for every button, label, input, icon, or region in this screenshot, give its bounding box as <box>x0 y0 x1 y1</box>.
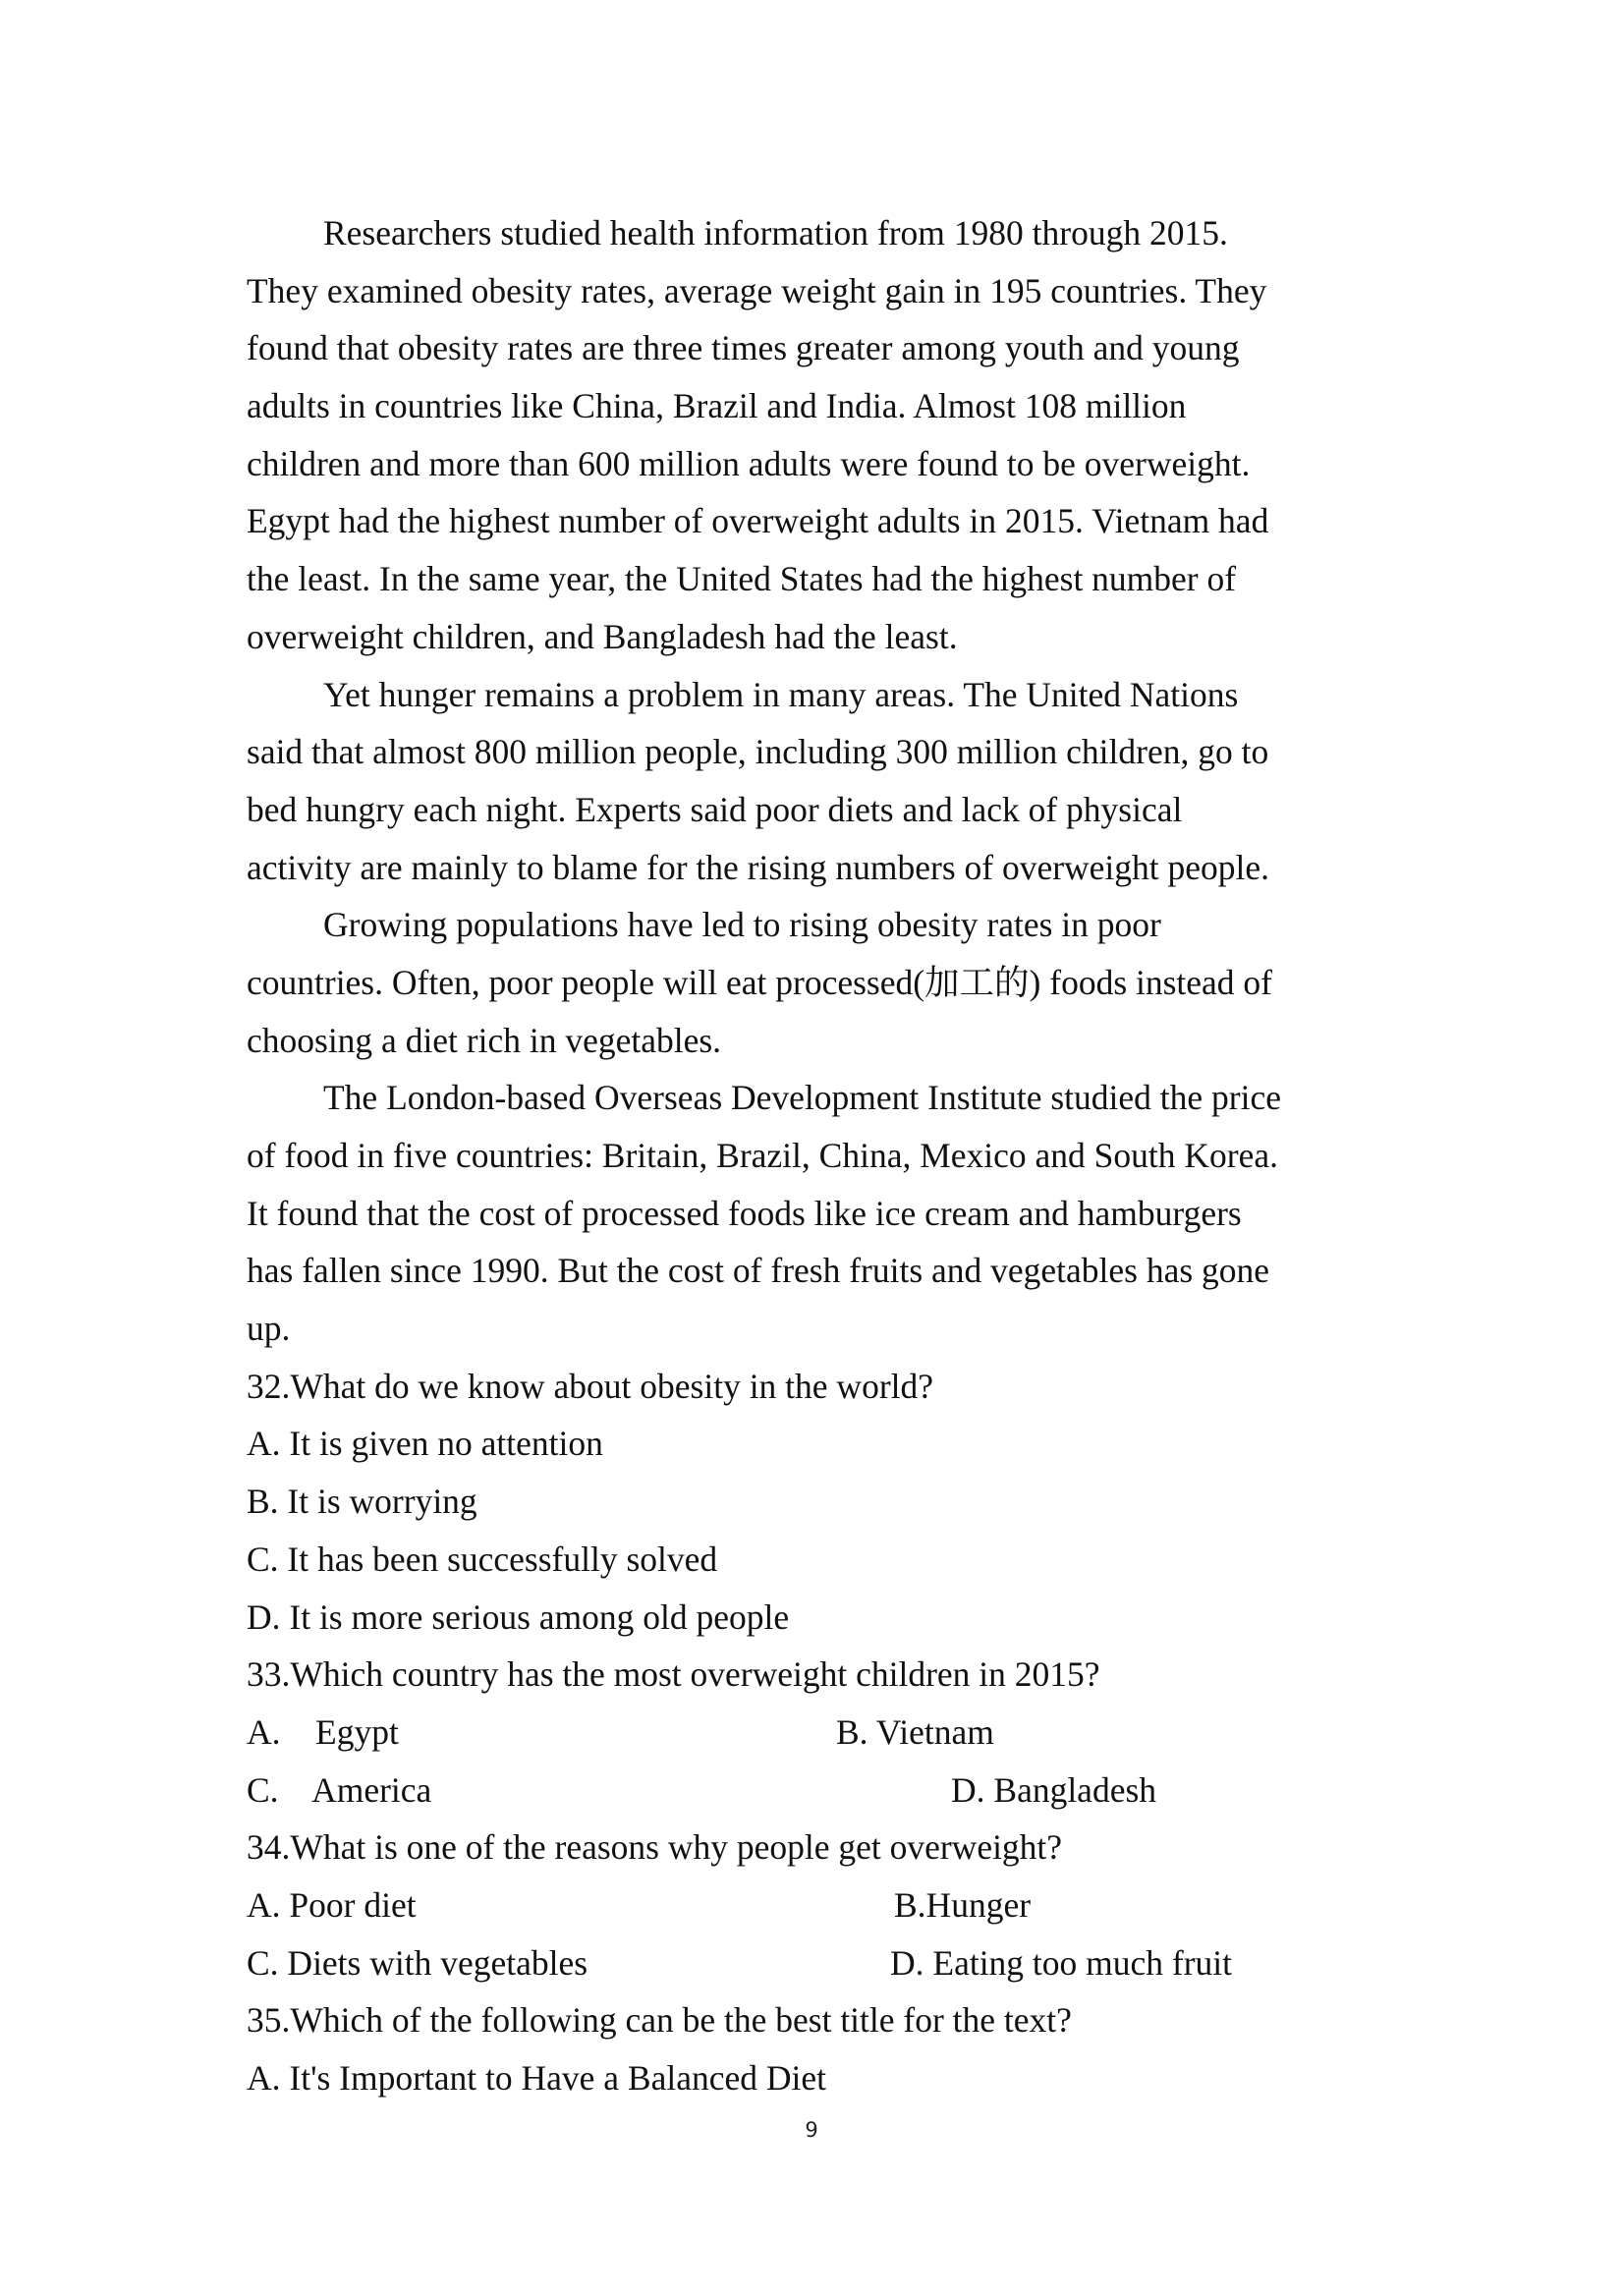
paragraph-line: children and more than 600 million adults were found to be overweight. <box>247 443 1251 483</box>
paragraph-line: found that obesity rates are three times greater among youth and young <box>247 328 1240 368</box>
question-text: 35.Which of the following can be the best title for the text? <box>247 2000 1072 2041</box>
answer-option-d: D. Eating too much fruit <box>890 1942 1233 1983</box>
answer-option-c: C. America <box>247 1769 432 1810</box>
answer-option-b: B. It is worrying <box>247 1482 477 1522</box>
paragraph-line: of food in five countries: Britain, Brazil, China, Mexico and South Korea. <box>247 1136 1278 1175</box>
paragraph-line: has fallen since 1990. But the cost of fresh fruits and vegetables has gone <box>247 1251 1270 1291</box>
question-text: 34.What is one of the reasons why people get overweight? <box>247 1827 1063 1868</box>
answer-option-a: A. Egypt <box>247 1711 399 1752</box>
answer-option-c: C. It has been successfully solved <box>247 1539 718 1579</box>
answer-option-c: C. Diets with vegetables <box>247 1942 588 1983</box>
question-33 <box>247 1646 1386 1819</box>
paragraph-line: countries. Often, poor people will eat processed(加工的) foods instead of <box>247 962 1273 1002</box>
paragraph-line: They examined obesity rates, average weight gain in 195 countries. They <box>247 270 1267 310</box>
paragraph-line: overweight children, and Bangladesh had the least. <box>247 616 958 656</box>
paragraph-line: choosing a diet rich in vegetables. <box>247 1020 722 1060</box>
question-text: 32.What do we know about obesity in the world? <box>247 1366 934 1406</box>
passage-paragraph-4 <box>247 1069 1386 1357</box>
answer-option-b: B.Hunger <box>894 1884 1032 1925</box>
paragraph-line: said that almost 800 million people, including 300 million children, go to <box>247 732 1269 772</box>
question-35 <box>247 1991 1386 2106</box>
paragraph-line: Growing populations have led to rising obesity rates in poor <box>323 905 1161 945</box>
passage-paragraph-2 <box>247 666 1386 897</box>
document-page <box>247 204 1386 2107</box>
paragraph-line: Researchers studied health information from 1980 through 2015. <box>323 213 1228 252</box>
answer-row <box>247 1704 1386 1762</box>
passage-paragraph-3 <box>247 896 1386 1069</box>
paragraph-line: adults in countries like China, Brazil and India. Almost 108 million <box>247 386 1187 426</box>
paragraph-line: The London-based Overseas Development Institute studied the price <box>323 1078 1281 1118</box>
answer-option-a: A. It's Important to Have a Balanced Diet <box>247 2058 826 2098</box>
paragraph-line: up. <box>247 1309 291 1349</box>
page-number: 9 <box>805 2118 818 2142</box>
answer-option-a: A. Poor diet <box>247 1884 417 1925</box>
paragraph-line: the least. In the same year, the United States had the highest number of <box>247 559 1237 599</box>
answer-option-d: D. It is more serious among old people <box>247 1596 790 1637</box>
answer-option-a: A. It is given no attention <box>247 1424 603 1464</box>
question-34 <box>247 1819 1386 1991</box>
answer-row <box>247 1934 1386 1992</box>
paragraph-line: activity are mainly to blame for the rising numbers of overweight people. <box>247 847 1270 887</box>
answer-row <box>247 1762 1386 1820</box>
answer-option-d: D. Bangladesh <box>951 1769 1157 1810</box>
question-text: 33.Which country has the most overweight children in 2015? <box>247 1654 1100 1695</box>
question-32 <box>247 1358 1386 1646</box>
paragraph-line: Egypt had the highest number of overweight adults in 2015. Vietnam had <box>247 501 1269 541</box>
passage-paragraph-1 <box>247 204 1386 666</box>
paragraph-line: It found that the cost of processed foods like ice cream and hamburgers <box>247 1193 1242 1233</box>
paragraph-line: Yet hunger remains a problem in many areas. The United Nations <box>323 674 1239 714</box>
answer-option-b: B. Vietnam <box>836 1711 994 1752</box>
paragraph-line: bed hungry each night. Experts said poor diets and lack of physical <box>247 789 1183 829</box>
answer-row <box>247 1876 1386 1934</box>
